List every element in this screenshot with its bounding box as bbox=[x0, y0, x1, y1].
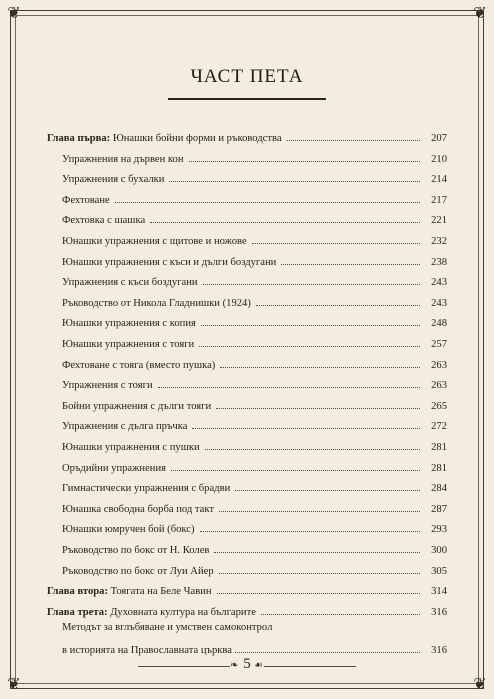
chapter-label: Глава първа: bbox=[47, 133, 111, 144]
entry-text: Упражнения с бухалки bbox=[62, 174, 165, 186]
toc-entry-title bbox=[47, 318, 198, 329]
dot-leader bbox=[261, 614, 420, 615]
corner-ornament-icon: ❦ bbox=[473, 676, 487, 693]
page-ref: 265 bbox=[431, 400, 447, 412]
dot-leader bbox=[219, 511, 420, 512]
toc-entry-title bbox=[47, 380, 155, 391]
page-ref: 300 bbox=[431, 545, 447, 556]
page-ref: 281 bbox=[431, 462, 447, 474]
page-ref: 305 bbox=[431, 565, 447, 577]
dot-leader bbox=[220, 367, 420, 368]
toc-entry bbox=[47, 557, 447, 577]
entry-text: Упражнения с къси боздугани bbox=[62, 277, 198, 289]
chapter-label: Глава трета: bbox=[47, 606, 108, 618]
toc-entry-title bbox=[47, 257, 278, 268]
dot-leader bbox=[192, 428, 420, 429]
toc-entry-title bbox=[47, 277, 200, 288]
dot-leader bbox=[201, 325, 420, 326]
toc-entry-title bbox=[47, 154, 186, 165]
page-ref: 221 bbox=[431, 215, 447, 227]
entry-text: Гимнастически упражнения с брадви bbox=[62, 483, 231, 495]
page-footer bbox=[0, 656, 494, 676]
dot-leader bbox=[214, 552, 420, 553]
page-ref: 214 bbox=[431, 174, 447, 186]
entry-text: Упражнения на дървен кон bbox=[62, 153, 184, 165]
entry-text: Фехтоване с тояга (вместо пушка) bbox=[62, 359, 216, 371]
entry-text: Юнашки упражнения с щитове и ножове bbox=[62, 236, 247, 247]
dot-leader bbox=[158, 387, 420, 388]
entry-text: Духовната култура на българите bbox=[107, 606, 256, 618]
dot-leader bbox=[205, 449, 420, 450]
toc-entry bbox=[47, 351, 447, 371]
toc-chapter-entry bbox=[47, 577, 447, 597]
chapter-label: Глава втора: bbox=[47, 586, 108, 598]
toc-entry bbox=[47, 248, 447, 268]
entry-text: Методът за вглъбяване и умствен самоконтрол bbox=[62, 622, 273, 634]
toc-entry bbox=[47, 392, 447, 412]
entry-text: Оръдийни упражнения bbox=[62, 462, 167, 474]
dot-leader bbox=[203, 284, 420, 285]
dot-leader bbox=[200, 531, 421, 532]
entry-text: Юнашки юмручен бой (бокс) bbox=[62, 524, 195, 536]
dot-leader bbox=[115, 202, 420, 203]
toc-entry bbox=[47, 330, 447, 350]
toc-entry-title bbox=[47, 195, 112, 206]
page-ref: 272 bbox=[431, 421, 447, 433]
entry-text: Юнашки упражнения с къси и дълги боздугани bbox=[62, 256, 277, 268]
title-underline bbox=[168, 98, 326, 100]
toc-entry-title bbox=[47, 545, 211, 556]
dot-leader bbox=[171, 470, 420, 471]
toc-entry-title bbox=[47, 463, 168, 474]
toc-entry-title bbox=[47, 298, 253, 309]
page-title: ЧАСТ ПЕТА bbox=[190, 66, 304, 87]
toc-entry-title bbox=[47, 504, 216, 515]
dot-leader bbox=[281, 264, 420, 265]
toc-chapter-entry bbox=[47, 124, 447, 144]
page-ref: 263 bbox=[431, 380, 447, 392]
toc-entry-title bbox=[47, 339, 196, 350]
dot-leader bbox=[256, 305, 420, 306]
page-ref: 257 bbox=[431, 339, 447, 350]
dot-leader bbox=[169, 181, 420, 182]
toc-entry-title bbox=[47, 401, 213, 412]
toc-entry bbox=[47, 165, 447, 185]
toc-entry-title bbox=[47, 524, 197, 535]
entry-text: Ръководство по бокс от Н. Колев bbox=[62, 545, 210, 556]
page-ref: 314 bbox=[431, 586, 447, 598]
toc-entry bbox=[47, 495, 447, 515]
entry-text: Упражнения с тояги bbox=[62, 380, 153, 392]
entry-text: Юнашки упражнения с тояги bbox=[62, 339, 195, 350]
page-ref: 248 bbox=[431, 318, 447, 330]
toc-entry-title bbox=[47, 421, 189, 432]
toc-chapter-entry bbox=[47, 598, 447, 618]
toc-entry bbox=[47, 454, 447, 474]
toc-entry-title bbox=[47, 236, 249, 247]
page-ref: 293 bbox=[431, 524, 447, 536]
toc-entry bbox=[47, 227, 447, 247]
footer-rule bbox=[138, 666, 230, 667]
entry-text: Ръководство по бокс от Луи Айер bbox=[62, 565, 214, 577]
dot-leader bbox=[287, 140, 420, 141]
dot-leader bbox=[199, 346, 420, 347]
page-ref: 207 bbox=[431, 133, 447, 144]
toc-entry-title bbox=[47, 360, 217, 371]
entry-text: Юнашки бойни форми и ръководства bbox=[110, 133, 282, 144]
entry-text: Бойни упражнения с дълги тояги bbox=[62, 400, 212, 412]
entry-text: Юнашка свободна борба под такт bbox=[62, 503, 214, 515]
dot-leader bbox=[235, 652, 420, 653]
corner-ornament-icon: ❦ bbox=[7, 5, 21, 22]
page-ref: 238 bbox=[431, 256, 447, 268]
toc-entry bbox=[47, 536, 447, 556]
entry-text: в историята на Православната църква bbox=[62, 645, 232, 657]
footer-ornament-icon: ☙ bbox=[254, 660, 263, 671]
toc-entry-title bbox=[47, 586, 214, 597]
corner-ornament-icon: ❦ bbox=[473, 5, 487, 22]
page-ref: 243 bbox=[431, 297, 447, 309]
dot-leader bbox=[219, 573, 420, 574]
corner-ornament-icon: ❦ bbox=[7, 676, 21, 693]
dot-leader bbox=[235, 490, 420, 491]
dot-leader bbox=[189, 161, 420, 162]
toc-entry bbox=[47, 474, 447, 494]
toc-entry-title bbox=[47, 442, 202, 453]
footer-ornament-icon: ❧ bbox=[230, 660, 239, 671]
page-ref: 217 bbox=[431, 194, 447, 206]
entry-text: Фехтоване bbox=[62, 194, 110, 206]
toc-entry bbox=[47, 371, 447, 391]
page-number: 5 bbox=[243, 656, 251, 672]
toc-entry bbox=[47, 433, 447, 453]
page-ref: 210 bbox=[431, 153, 447, 165]
toc-entry bbox=[47, 515, 447, 535]
toc-entry bbox=[47, 289, 447, 309]
dot-leader bbox=[217, 593, 420, 594]
toc-entry bbox=[47, 145, 447, 165]
entry-text: Ръководство от Никола Гладнишки (1924) bbox=[62, 297, 251, 309]
page-ref: 287 bbox=[431, 503, 447, 515]
toc-entry bbox=[47, 622, 447, 656]
toc-entry-title bbox=[47, 483, 232, 494]
page-ref: 243 bbox=[431, 277, 447, 289]
toc-entry-title bbox=[47, 215, 147, 226]
entry-text: Юнашки упражнения с пушки bbox=[62, 442, 200, 453]
toc-entry-title bbox=[47, 133, 284, 144]
toc-entry bbox=[47, 412, 447, 432]
dot-leader bbox=[252, 243, 420, 244]
toc-entry-title bbox=[47, 566, 216, 577]
page-ref: 316 bbox=[431, 645, 447, 657]
entry-text: Упражнения с дълга пръчка bbox=[62, 421, 188, 433]
dot-leader bbox=[150, 222, 420, 223]
page-ref: 281 bbox=[431, 442, 447, 453]
toc-entry bbox=[47, 268, 447, 288]
entry-text: Фехтовка с шашка bbox=[62, 215, 146, 227]
toc-entry-title bbox=[47, 607, 258, 618]
page-ref: 284 bbox=[431, 483, 447, 495]
footer-rule bbox=[264, 666, 356, 667]
toc-entry bbox=[47, 309, 447, 329]
toc-entry bbox=[47, 186, 447, 206]
page-ref: 316 bbox=[431, 606, 447, 618]
entry-text: Юнашки упражнения с копия bbox=[62, 318, 196, 330]
page-ref: 232 bbox=[431, 236, 447, 247]
toc-entry-title bbox=[47, 174, 166, 185]
page-ref: 263 bbox=[431, 359, 447, 371]
entry-text: Тоягата на Беле Чавин bbox=[108, 586, 212, 598]
toc-entry bbox=[47, 206, 447, 226]
dot-leader bbox=[216, 408, 420, 409]
